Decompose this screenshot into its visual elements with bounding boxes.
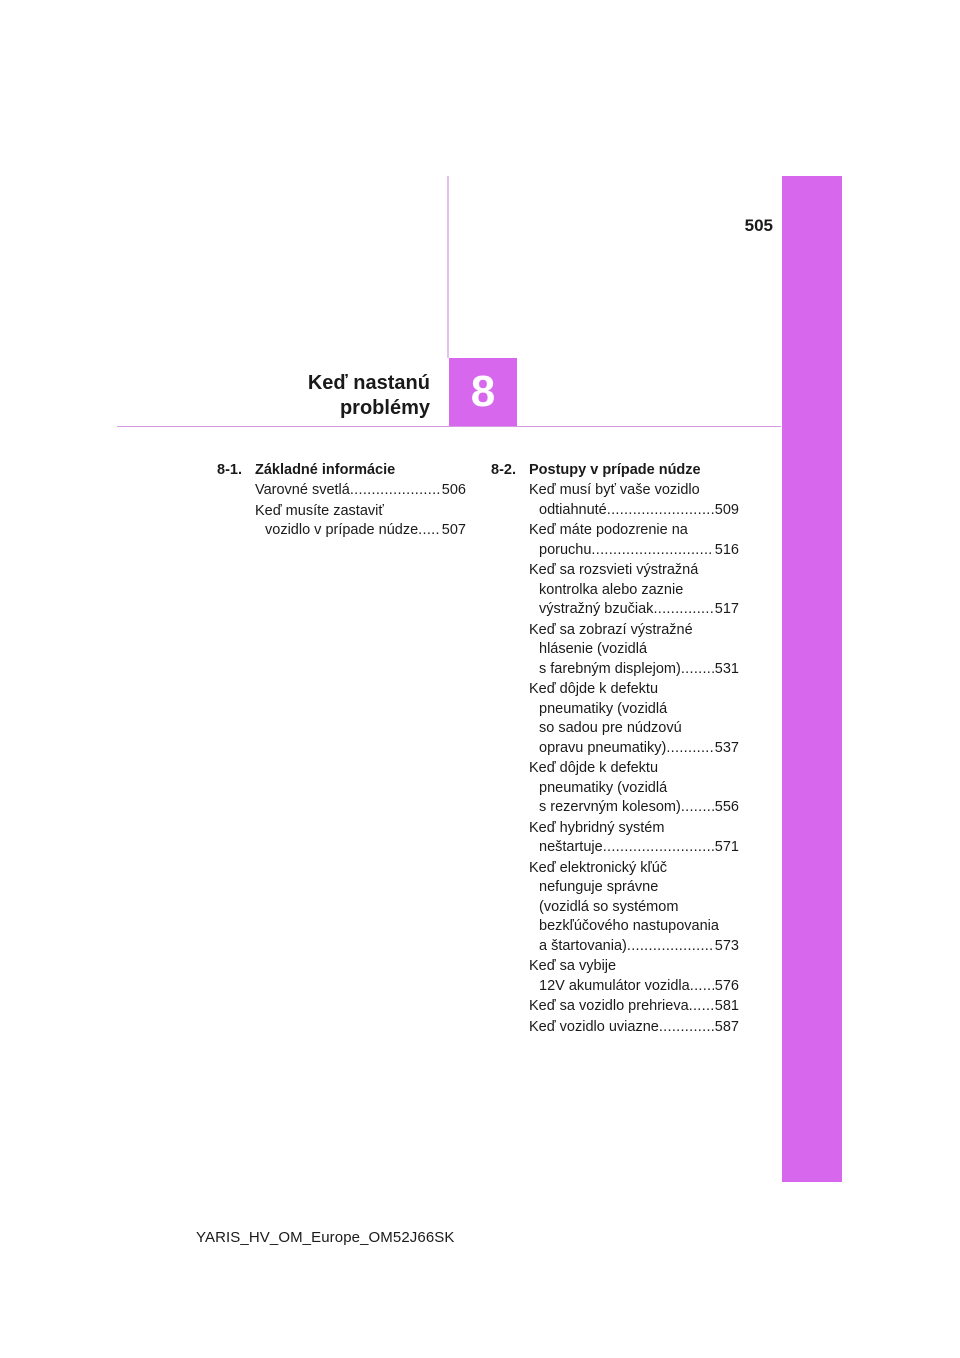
toc-entry-text: pneumatiky (vozidlá <box>539 779 668 796</box>
toc-entry-line <box>529 621 739 641</box>
toc-entry-text: neštartuje <box>539 839 603 855</box>
toc-entry-line <box>529 680 739 700</box>
toc-entry-text: nefunguje správne <box>539 879 659 895</box>
toc-entry-text: Varovné svetlá <box>255 482 350 498</box>
chapter-title <box>220 371 430 421</box>
toc-leader-dots <box>666 739 713 759</box>
toc-column-2 <box>491 460 739 1037</box>
toc-entry-text: Keď elektronický kľúč <box>529 859 668 876</box>
toc-section-number: 8-1. <box>217 462 242 478</box>
toc-entry[interactable] <box>529 621 739 680</box>
toc-page-number: 581 <box>714 998 739 1014</box>
toc-entry-text: Keď sa vybije <box>529 958 617 974</box>
toc-entry-line <box>529 819 739 839</box>
toc-entry[interactable] <box>529 759 739 818</box>
toc-entry-text: Keď sa zobrazí výstražné <box>529 621 693 638</box>
toc-leader-dots <box>418 521 441 541</box>
toc-entry-text: Keď musí byť vaše vozidlo <box>529 482 700 498</box>
toc-entry[interactable] <box>255 481 466 501</box>
toc-entry-line <box>255 502 466 522</box>
toc-entry-line <box>529 660 739 680</box>
toc-entry-line <box>529 759 739 779</box>
toc-entry-line <box>529 957 739 977</box>
toc-entry[interactable] <box>529 481 739 520</box>
toc-section-number: 8-2. <box>491 462 516 478</box>
toc-leader-dots <box>607 501 714 521</box>
toc-entry[interactable] <box>529 680 739 758</box>
toc-leader-dots <box>689 997 714 1017</box>
footer-document-code: YARIS_HV_OM_Europe_OM52J66SK <box>196 1229 455 1246</box>
toc-entry-line <box>255 521 466 541</box>
toc-entry-text: (vozidlá so systémom <box>539 898 679 915</box>
toc-entry-text: hlásenie (vozidlá <box>539 641 648 657</box>
toc-entry-line <box>529 878 739 898</box>
toc-entry-line <box>529 937 739 957</box>
toc-section-title: Postupy v prípade núdze <box>529 462 701 478</box>
toc-page-number: 571 <box>714 839 739 855</box>
toc-entry-line <box>529 481 739 501</box>
toc-entry-line <box>529 997 739 1017</box>
toc-entry-text: so sadou pre núdzovú <box>539 720 682 736</box>
toc-leader-dots <box>350 481 441 501</box>
toc-entry-text: Keď musíte zastaviť <box>255 502 384 519</box>
toc-entry-text: poruchu <box>539 541 592 558</box>
toc-entry-line <box>529 977 739 997</box>
toc-leader-dots <box>603 838 714 858</box>
toc-entry-line <box>529 898 739 918</box>
toc-section-title: Základné informácie <box>255 462 396 478</box>
toc-entry-line <box>529 541 739 561</box>
header-horizontal-rule <box>117 426 781 427</box>
toc-page-number: 516 <box>714 541 739 558</box>
toc-entry-text: kontrolka alebo zaznie <box>539 581 684 598</box>
toc-entry-text: výstražný bzučiak <box>539 601 654 617</box>
toc-page-number: 556 <box>714 799 739 815</box>
toc-entry-line <box>529 561 739 581</box>
toc-entry[interactable] <box>255 502 466 541</box>
toc-entry-text: vozidlo v prípade núdze <box>265 522 419 538</box>
toc-leader-dots <box>659 1018 714 1038</box>
chapter-title-line1: Keď nastanú <box>307 372 430 394</box>
toc-leader-dots <box>681 798 714 818</box>
toc-entry-line <box>255 481 466 501</box>
toc-entry-text: Keď dôjde k defektu <box>529 681 659 697</box>
toc-section-heading <box>491 460 739 480</box>
page-number: 505 <box>744 216 773 235</box>
chapter-title-line2: problémy <box>339 397 430 419</box>
toc-entry-line <box>529 838 739 858</box>
toc-entry[interactable] <box>529 819 739 858</box>
toc-entry-text: bezkľúčového nastupovania <box>539 918 719 934</box>
toc-entry-text: 12V akumulátor vozidla <box>539 977 690 994</box>
toc-entry-line <box>529 917 739 937</box>
toc-entry-text: Keď máte podozrenie na <box>529 522 688 538</box>
toc-page-number: 537 <box>714 739 739 756</box>
toc-leader-dots <box>690 977 714 997</box>
toc-entry[interactable] <box>529 561 739 620</box>
toc-entry-line <box>529 1018 739 1038</box>
toc-entry-text: Keď sa vozidlo prehrieva <box>529 998 689 1014</box>
toc-entry[interactable] <box>529 957 739 996</box>
toc-page-number: 587 <box>714 1018 739 1035</box>
toc-entry-line <box>529 501 739 521</box>
toc-entry-text: odtiahnuté <box>539 501 607 518</box>
toc-page-number: 506 <box>441 482 466 498</box>
toc-entry-line <box>529 521 739 541</box>
toc-entry-line <box>529 700 739 720</box>
toc-entry-text: a štartovania) <box>539 937 627 954</box>
toc-entry-line <box>529 640 739 660</box>
toc-entry[interactable] <box>529 997 739 1017</box>
toc-entry-text: s farebným displejom) <box>539 660 681 677</box>
toc-entry-text: Keď hybridný systém <box>529 819 665 836</box>
toc-column-1 <box>217 460 466 541</box>
toc-entry-line <box>529 719 739 739</box>
toc-entry-line <box>529 739 739 759</box>
toc-leader-dots <box>681 660 714 680</box>
toc-entry-text: pneumatiky (vozidlá <box>539 700 668 717</box>
toc-page-number: 576 <box>714 977 739 994</box>
toc-entry-text: opravu pneumatiky) <box>539 739 667 756</box>
chapter-number-box: 8 <box>449 358 517 426</box>
toc-section-heading <box>217 460 466 480</box>
toc-leader-dots <box>627 937 714 957</box>
toc-page-number: 531 <box>714 660 739 677</box>
toc-page-number: 573 <box>714 937 739 954</box>
toc-entry-line <box>529 779 739 799</box>
header-vertical-rule <box>447 176 449 358</box>
toc-page-number: 509 <box>714 501 739 518</box>
toc-entry-line <box>529 798 739 818</box>
toc-entry[interactable] <box>529 521 739 560</box>
toc-entry[interactable] <box>529 1018 739 1038</box>
toc-page-number: 507 <box>441 522 466 538</box>
toc-entry-text: Keď vozidlo uviazne <box>529 1018 659 1035</box>
toc-page-number: 517 <box>714 601 739 617</box>
chapter-side-tab <box>782 176 842 1182</box>
toc-entry-text: s rezervným kolesom) <box>539 799 681 815</box>
toc-entry-text: Keď sa rozsvieti výstražná <box>529 562 699 578</box>
toc-entry-line <box>529 859 739 879</box>
toc-entry[interactable] <box>529 859 739 957</box>
toc-entry-line <box>529 600 739 620</box>
toc-leader-dots <box>653 600 713 620</box>
toc-entry-line <box>529 581 739 601</box>
toc-leader-dots <box>591 541 713 561</box>
toc-entry-text: Keď dôjde k defektu <box>529 760 659 776</box>
